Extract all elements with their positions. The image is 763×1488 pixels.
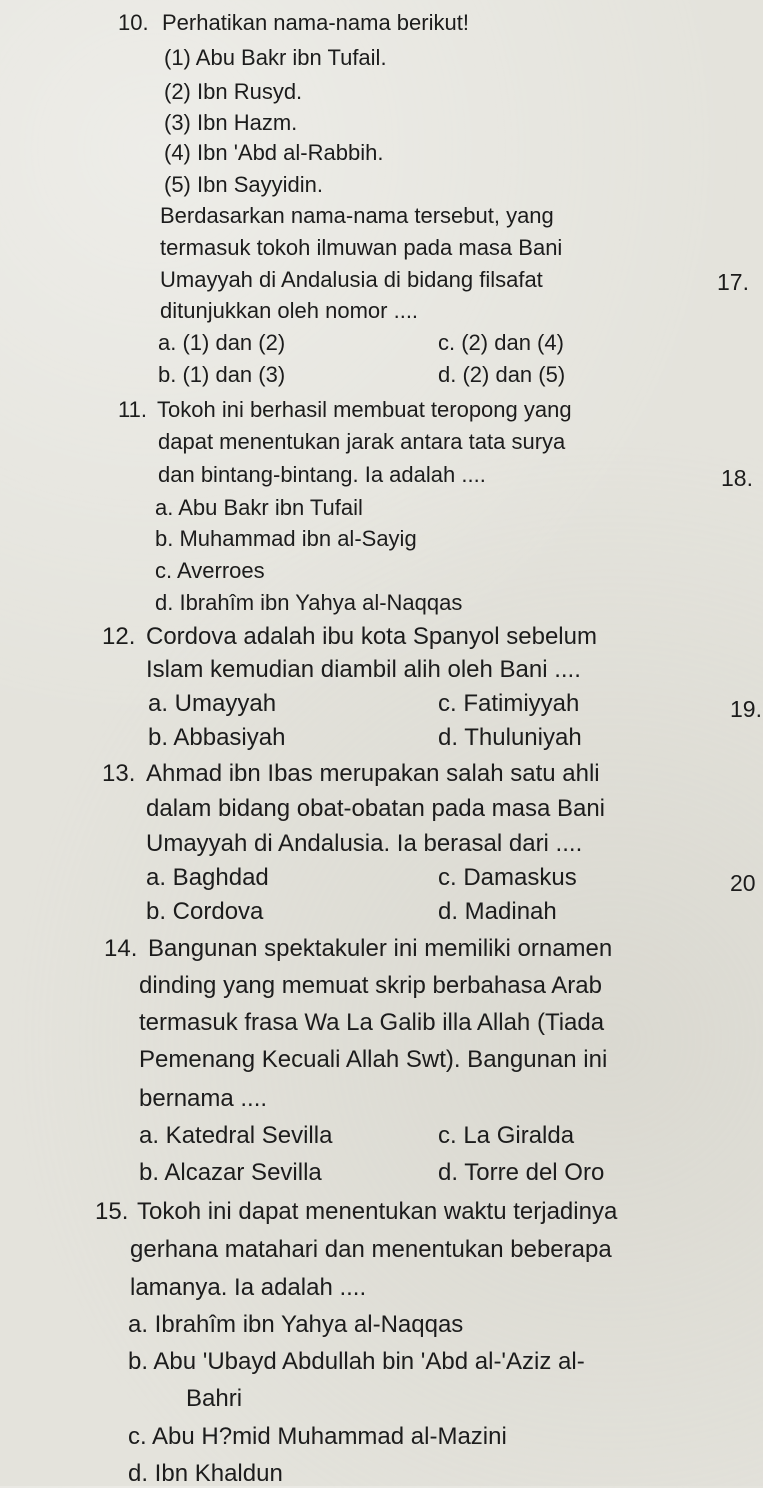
- q14-text-line-2: dinding yang memuat skrip berbahasa Arab: [139, 972, 602, 999]
- q12-option-d: d. Thuluniyah: [438, 724, 582, 751]
- q15-number: 15.: [95, 1198, 129, 1225]
- q14-option-b: b. Alcazar Sevilla: [139, 1159, 322, 1186]
- q12-option-b: b. Abbasiyah: [148, 724, 286, 751]
- side-number-20: 20: [730, 870, 756, 896]
- q10-list-item-3: (3) Ibn Hazm.: [164, 110, 298, 135]
- side-number-19: 19.: [730, 696, 762, 722]
- q13-number: 13.: [102, 760, 136, 787]
- q10-list-item-4: (4) Ibn 'Abd al-Rabbih.: [164, 140, 384, 165]
- q14-text-line-5: bernama ....: [139, 1085, 268, 1112]
- q10-list-item-2: (2) Ibn Rusyd.: [164, 79, 303, 104]
- q10-text-line-2: termasuk tokoh ilmuwan pada masa Bani: [160, 235, 563, 260]
- q14-number: 14.: [104, 935, 138, 962]
- q10-option-b: b. (1) dan (3): [158, 362, 286, 387]
- q14-text-line-1: Bangunan spektakuler ini memiliki ornamen: [148, 935, 613, 962]
- q15-option-b: b. Abu 'Ubayd Abdullah bin 'Abd al-'Aziz al-: [128, 1348, 585, 1375]
- q10-text-line-4: ditunjukkan oleh nomor ....: [160, 298, 419, 323]
- q15-option-c: c. Abu H?mid Muhammad al-Mazini: [128, 1423, 507, 1450]
- q10-number: 10.: [118, 10, 149, 35]
- q11-option-d: d. Ibrahîm ibn Yahya al-Naqqas: [155, 590, 463, 615]
- q11-text-line-3: dan bintang-bintang. Ia adalah ....: [158, 462, 486, 487]
- q13-option-c: c. Damaskus: [438, 864, 577, 891]
- q10-text-line-3: Umayyah di Andalusia di bidang filsafat: [160, 267, 543, 292]
- q14-text-line-3: termasuk frasa Wa La Galib illa Allah (Tiada: [139, 1009, 605, 1036]
- q13-text-line-3: Umayyah di Andalusia. Ia berasal dari ....: [146, 830, 583, 857]
- side-number-17: 17.: [717, 269, 749, 295]
- q15-option-a: a. Ibrahîm ibn Yahya al-Naqqas: [128, 1311, 464, 1338]
- q12-text-line-1: Cordova adalah ibu kota Spanyol sebelum: [146, 623, 597, 650]
- q11-text-line-1: Tokoh ini berhasil membuat teropong yang: [157, 397, 572, 422]
- q13-text-line-2: dalam bidang obat-obatan pada masa Bani: [146, 795, 605, 822]
- q13-text-line-1: Ahmad ibn Ibas merupakan salah satu ahli: [146, 760, 600, 787]
- q10-option-d: d. (2) dan (5): [438, 362, 566, 387]
- q14-option-d: d. Torre del Oro: [438, 1159, 605, 1186]
- q10-stem: Perhatikan nama-nama berikut!: [162, 10, 469, 35]
- q11-option-a: a. Abu Bakr ibn Tufail: [155, 495, 363, 520]
- side-number-18: 18.: [721, 465, 753, 491]
- q11-option-c: c. Averroes: [155, 558, 265, 583]
- q12-text-line-2: Islam kemudian diambil alih oleh Bani ....: [146, 656, 581, 683]
- q14-option-c: c. La Giralda: [438, 1122, 575, 1149]
- q10-list-item-1: (1) Abu Bakr ibn Tufail.: [164, 45, 387, 70]
- q13-option-b: b. Cordova: [146, 898, 264, 925]
- q11-text-line-2: dapat menentukan jarak antara tata surya: [158, 429, 566, 454]
- q15-option-d: d. Ibn Khaldun: [128, 1460, 283, 1487]
- q10-option-a: a. (1) dan (2): [158, 330, 286, 355]
- q11-number: 11.: [118, 397, 147, 422]
- q15-text-line-2: gerhana matahari dan menentukan beberapa: [130, 1236, 612, 1263]
- q12-number: 12.: [102, 623, 136, 650]
- q15-text-line-3: lamanya. Ia adalah ....: [130, 1274, 367, 1301]
- q11-option-b: b. Muhammad ibn al-Sayig: [155, 526, 417, 551]
- q13-option-d: d. Madinah: [438, 898, 557, 925]
- q14-text-line-4: Pemenang Kecuali Allah Swt). Bangunan ini: [139, 1046, 608, 1073]
- q13-option-a: a. Baghdad: [146, 864, 269, 891]
- q10-list-item-5: (5) Ibn Sayyidin.: [164, 172, 323, 197]
- q10-option-c: c. (2) dan (4): [438, 330, 564, 355]
- q10-text-line-1: Berdasarkan nama-nama tersebut, yang: [160, 203, 554, 228]
- q12-option-a: a. Umayyah: [148, 690, 277, 717]
- q15-option-b-continued: Bahri: [186, 1385, 243, 1412]
- q14-option-a: a. Katedral Sevilla: [139, 1122, 333, 1149]
- q12-option-c: c. Fatimiyyah: [438, 690, 580, 717]
- q15-text-line-1: Tokoh ini dapat menentukan waktu terjadinya: [137, 1198, 618, 1225]
